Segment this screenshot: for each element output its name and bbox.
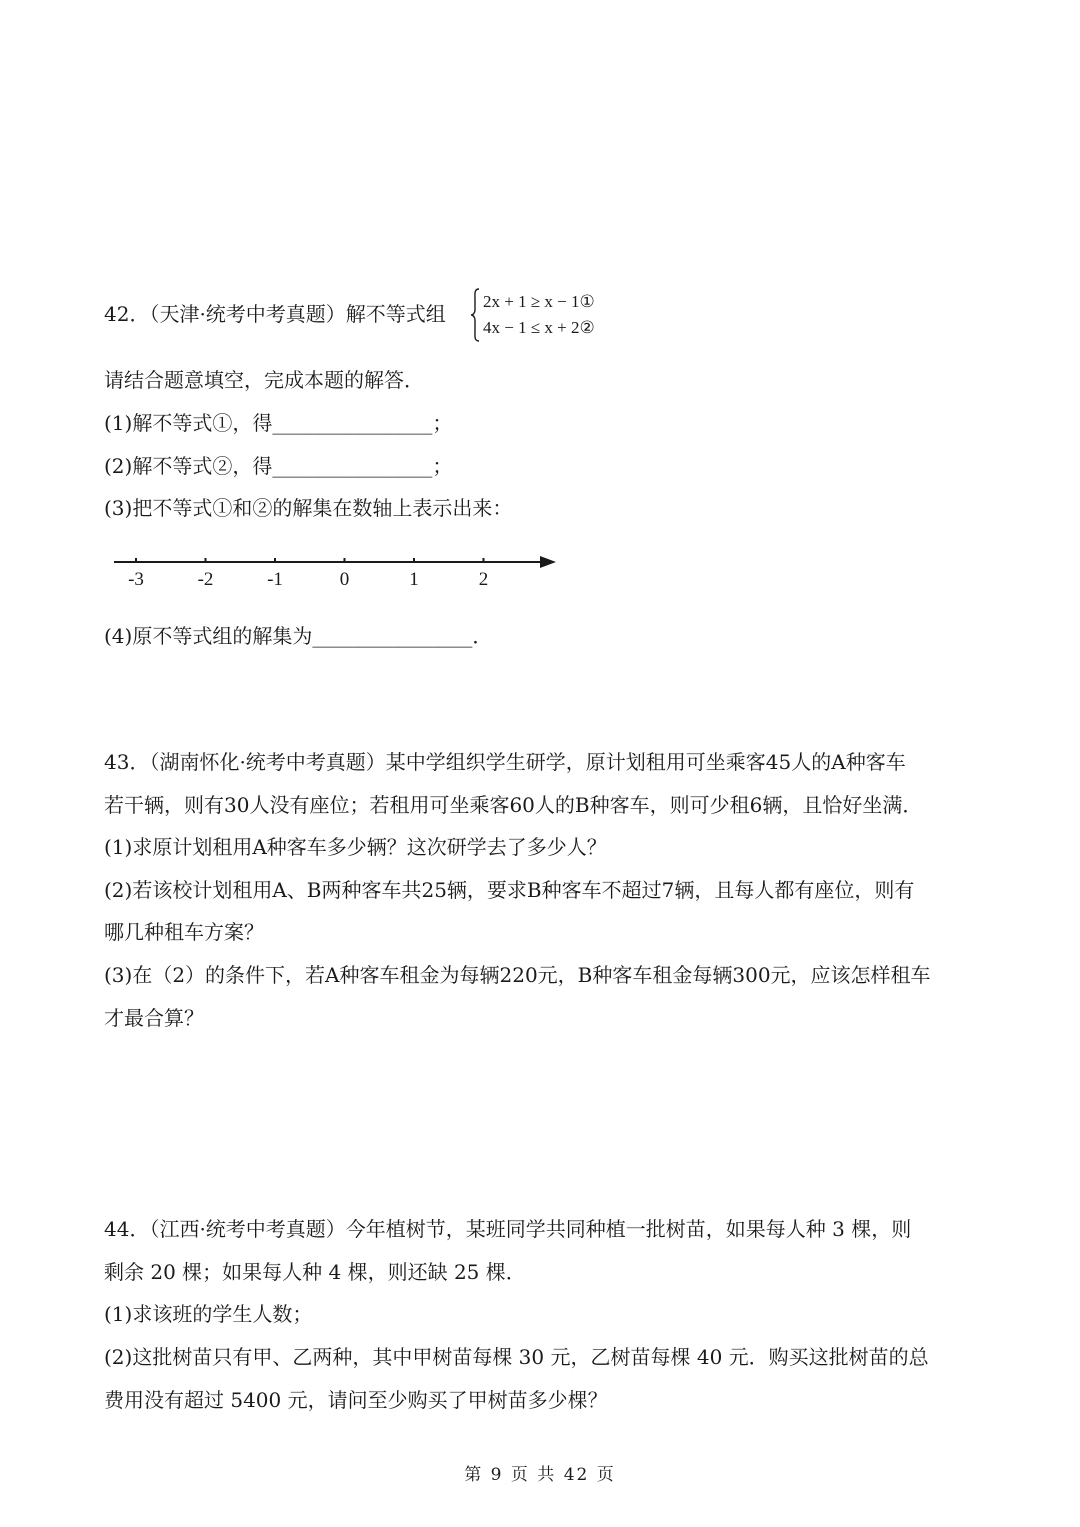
q44-part2-line1: (2)这批树苗只有甲、乙两种，其中甲树苗每棵 30 元，乙树苗每棵 40 元．购买这批树苗的总 <box>104 1345 929 1369</box>
q44-line1: 44．（江西·统考中考真题）今年植树节，某班同学共同种植一批树苗，如果每人种 3 棵，则 <box>104 1217 912 1241</box>
q44-part2-line2: 费用没有超过 5400 元，请问至少购买了甲树苗多少棵？ <box>104 1388 608 1412</box>
q42-part2: (2)解不等式②，得________________； <box>104 454 453 478</box>
q42-header: 42．（天津·统考中考真题）解不等式组 <box>104 302 446 326</box>
number-line-tick-label: -1 <box>267 569 283 590</box>
arrow-right-icon <box>540 556 556 568</box>
q43-part1: (1)求原计划租用A种客车多少辆？这次研学去了多少人？ <box>104 835 607 859</box>
q43-line2: 若干辆，则有30人没有座位；若租用可坐乘客60人的B种客车，则可少租6辆，且恰好坐满． <box>104 793 923 817</box>
q42-part1: (1)解不等式①，得________________； <box>104 411 453 435</box>
page-footer: 第 9 页 共 42 页 <box>464 1465 616 1485</box>
left-brace-icon <box>470 288 480 342</box>
q42-part3: (3)把不等式①和②的解集在数轴上表示出来： <box>104 496 513 520</box>
q43-part2-line1: (2)若该校计划租用A、B两种客车共25辆，要求B种客车不超过7辆，且每人都有座位，则有 <box>104 878 915 902</box>
number-line-tick-label: 0 <box>339 569 350 590</box>
inequality-row-1: 2x + 1 ≥ x − 1① <box>483 292 595 311</box>
number-line-tick-label: 1 <box>409 569 419 590</box>
q43-part2-line2: 哪几种租车方案？ <box>104 920 264 944</box>
q44-part1: (1)求该班的学生人数； <box>104 1302 313 1326</box>
q43-part3-line1: (3)在（2）的条件下，若A种客车租金为每辆220元，B种客车租金每辆300元，应该怎样租车 <box>104 963 931 987</box>
inequality-row-2: 4x − 1 ≤ x + 2② <box>483 318 595 337</box>
number-line <box>110 552 570 596</box>
q43-part3-line2: 才最合算？ <box>104 1006 204 1030</box>
number-line-tick-label: -3 <box>128 569 144 590</box>
number-line-tick-label: -2 <box>197 569 214 590</box>
q42-part4: (4)原不等式组的解集为________________． <box>104 624 493 648</box>
number-line-tick-label: 2 <box>478 569 489 590</box>
q44-line2: 剩余 20 棵；如果每人种 4 棵，则还缺 25 棵． <box>104 1260 526 1284</box>
q42-intro: 请结合题意填空，完成本题的解答． <box>104 368 424 392</box>
q43-line1: 43．（湖南怀化·统考中考真题）某中学组织学生研学，原计划租用可坐乘客45人的A种客车 <box>104 750 906 774</box>
